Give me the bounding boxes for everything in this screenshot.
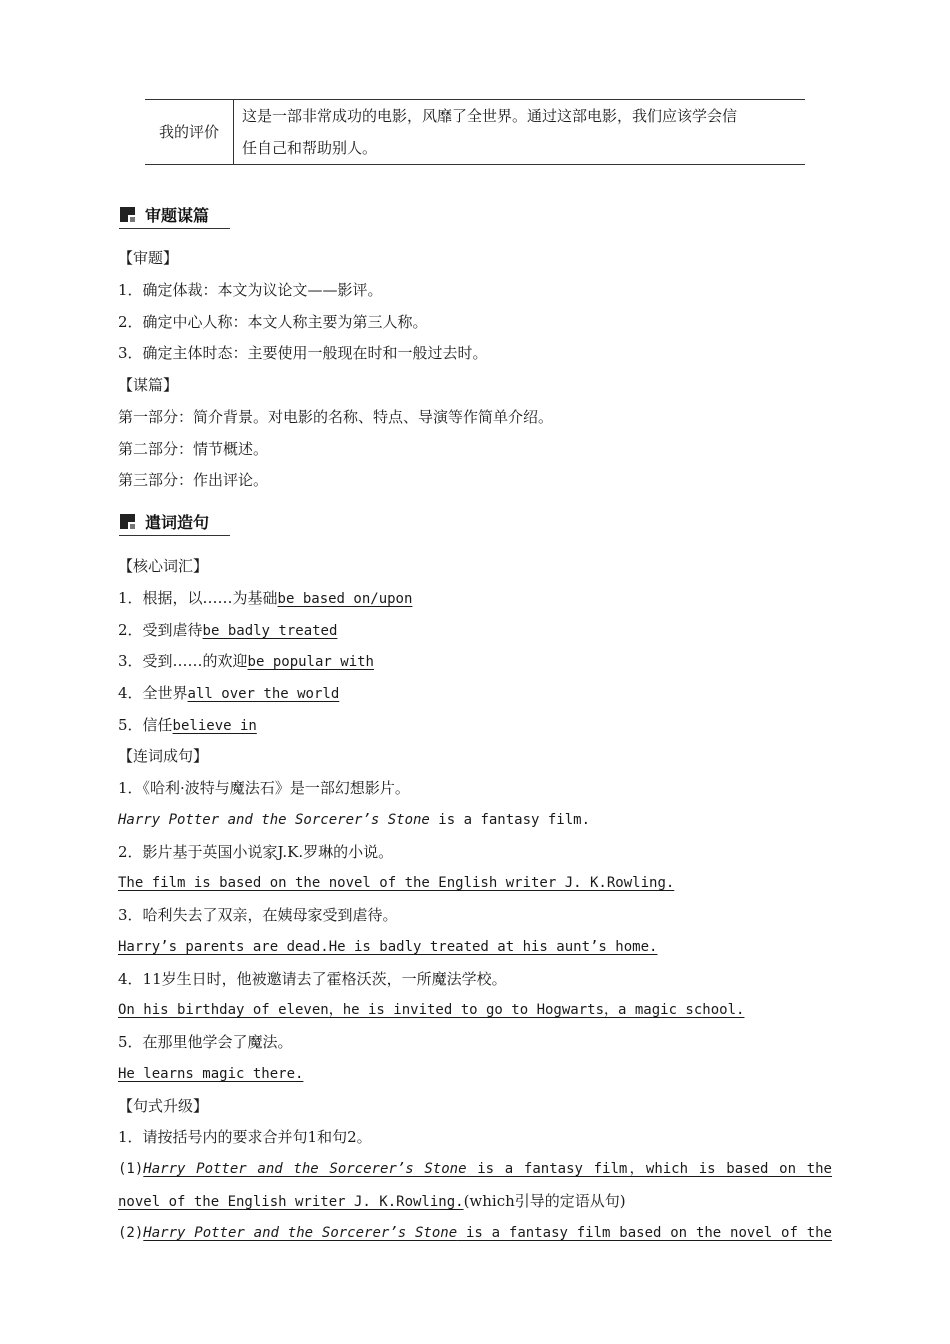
vocab-item xyxy=(118,715,257,736)
review-item-3: 3．确定主体时态：主要使用一般现在时和一般过去时。 xyxy=(118,344,488,362)
film-title: Harry Potter and the Sorcerer’s Stone xyxy=(118,812,430,828)
vocab-prompt: 5．信任 xyxy=(118,716,173,734)
section-marker-icon xyxy=(120,207,135,222)
sentence-5-en: He learns magic there. xyxy=(118,1066,304,1082)
sentence-1-cn: 1．《哈利·波特与魔法石》是一部幻想影片。 xyxy=(118,779,410,797)
vocab-answer: be badly treated xyxy=(202,623,338,639)
section-title: 审题谋篇 xyxy=(145,206,210,225)
vocab-answer: be based on/upon xyxy=(277,591,413,607)
sentence-4-cn: 4．11岁生日时，他被邀请去了霍格沃茨，一所魔法学校。 xyxy=(118,970,507,988)
plan-item-2: 第二部分：情节概述。 xyxy=(118,440,269,458)
upgrade-1-note: (which引导的定语从句) xyxy=(463,1192,626,1210)
upgrade-1-continued: novel of the English writer J. K.Rowling. xyxy=(118,1194,464,1210)
review-item-2: 2．确定中心人称：本文人称主要为第三人称。 xyxy=(118,313,428,331)
upgrade-2-number: (2) xyxy=(118,1225,144,1241)
vocab-prompt: 2．受到虐待 xyxy=(118,621,203,639)
vocab-prompt: 4．全世界 xyxy=(118,684,188,702)
evaluation-content-line1: 这是一部非常成功的电影，风靡了全世界。通过这部电影，我们应该学会信 xyxy=(242,107,738,125)
section-title: 遣词造句 xyxy=(145,513,210,532)
sentence-3-en: Harry’s parents are dead.He is badly treated at his aunt’s home. xyxy=(118,939,658,955)
vocab-item xyxy=(118,620,337,641)
sentence-3-cn: 3．哈利失去了双亲，在姨母家受到虐待。 xyxy=(118,906,398,924)
vocab-answer: be popular with xyxy=(247,654,374,670)
sentence-2-en: The film is based on the novel of the English writer J. K.Rowling. xyxy=(118,875,675,891)
upgrade-instruction: 1．请按括号内的要求合并句1和句2。 xyxy=(118,1128,372,1146)
upgrade-1-line2 xyxy=(118,1191,626,1212)
upgrade-1-number: (1) xyxy=(118,1161,144,1177)
vocab-prompt: 3．受到……的欢迎 xyxy=(118,652,248,670)
section-marker-icon xyxy=(120,514,135,529)
evaluation-table xyxy=(145,99,805,165)
vocab-answer: believe in xyxy=(172,718,257,734)
sentence-1-en xyxy=(118,810,590,830)
upgrade-1-line1 xyxy=(118,1159,832,1179)
evaluation-content-line2: 任自己和帮助别人。 xyxy=(242,139,378,157)
vocab-head: 【核心词汇】 xyxy=(118,557,209,575)
sentence-1-rest: is a fantasy film. xyxy=(429,812,591,828)
vocab-item xyxy=(118,683,339,704)
evaluation-label: 我的评价 xyxy=(145,100,234,165)
sentence-2-cn: 2．影片基于英国小说家J.K.罗琳的小说。 xyxy=(118,843,394,861)
review-head: 【审题】 xyxy=(118,249,179,267)
plan-head: 【谋篇】 xyxy=(118,376,179,394)
upgrade-head: 【句式升级】 xyxy=(118,1097,209,1115)
sentence-5-cn: 5．在那里他学会了魔法。 xyxy=(118,1033,293,1051)
connect-head: 【连词成句】 xyxy=(118,747,209,765)
film-title: Harry Potter and the Sorcerer’s Stone xyxy=(143,1225,458,1241)
vocab-answer: all over the world xyxy=(187,686,340,702)
vocab-item xyxy=(118,588,412,609)
upgrade-2-rest: is a fantasy film based on the novel of the xyxy=(457,1225,832,1241)
upgrade-1-rest: is a fantasy film，which is based on the xyxy=(466,1161,832,1177)
plan-item-1: 第一部分：简介背景。对电影的名称、特点、导演等作简单介绍。 xyxy=(118,408,554,426)
vocab-prompt: 1．根据，以……为基础 xyxy=(118,589,278,607)
section-heading-review xyxy=(119,202,230,229)
review-item-1: 1．确定体裁：本文为议论文——影评。 xyxy=(118,281,383,299)
upgrade-2-line1 xyxy=(118,1223,832,1243)
sentence-4-en: On his birthday of eleven，he is invited to go to Hogwarts，a magic school. xyxy=(118,1002,745,1018)
film-title: Harry Potter and the Sorcerer’s Stone xyxy=(143,1161,467,1177)
plan-item-3: 第三部分：作出评论。 xyxy=(118,471,269,489)
section-heading-wording xyxy=(119,509,230,536)
evaluation-content xyxy=(234,100,806,165)
vocab-item xyxy=(118,651,374,672)
